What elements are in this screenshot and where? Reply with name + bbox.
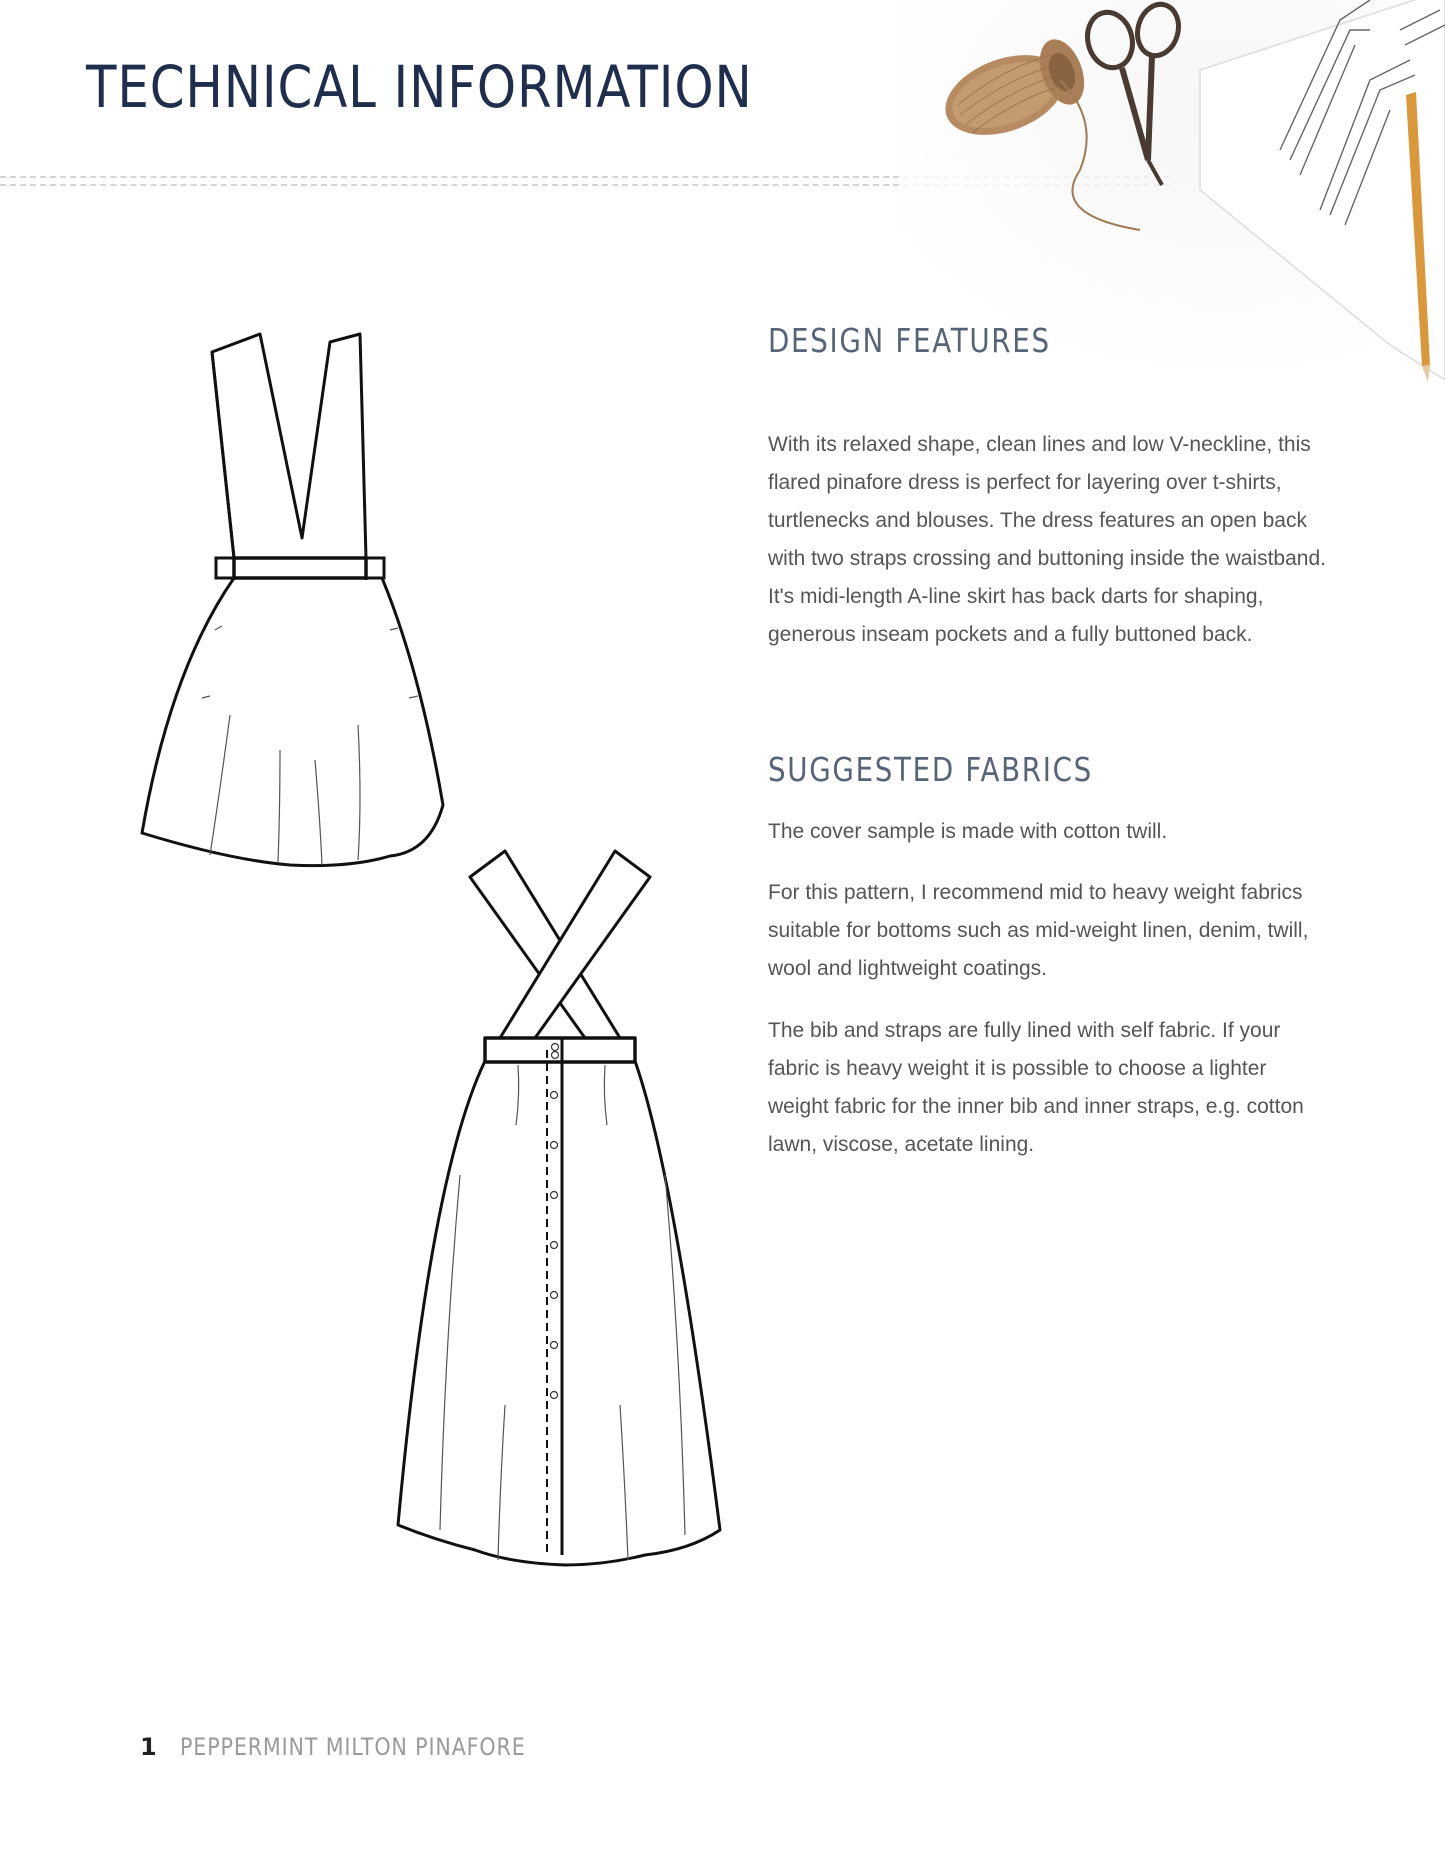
design-features-body: With its relaxed shape, clean lines and low V-neckline, this flared pinafore dress is perfect for layering over t-shirts, turtlenecks and blouses. The dress features an open back with two straps crossing and buttoning inside the waistband. It's midi-length A-line skirt has back darts for shaping, generous inseam pockets and a fully buttoned back. <box>768 433 1326 646</box>
page-title: TECHNICAL INFORMATION <box>86 53 753 121</box>
page-footer <box>140 1733 582 1761</box>
page-number: 1 <box>140 1733 158 1761</box>
footer-label: PEPPERMINT MILTON PINAFORE <box>179 1733 526 1761</box>
front-skirt <box>142 578 443 866</box>
back-skirt <box>398 1061 720 1565</box>
fabrics-paragraph-2: For this pattern, I recommend mid to heavy weight fabrics suitable for bottoms such as mid-weight linen, denim, twill, wool and lightweight coatings. <box>768 881 1309 980</box>
fabrics-paragraph-1: The cover sample is made with cotton twill. <box>768 820 1168 843</box>
suggested-fabrics-heading: SUGGESTED FABRICS <box>768 750 1093 789</box>
fabrics-paragraph-3: The bib and straps are fully lined with self fabric. If your fabric is heavy weight it is possible to choose a lighter weight fabric for the inner bib and inner straps, e.g. cotton lawn, viscose, acetate lining. <box>768 1019 1304 1156</box>
design-features-heading: DESIGN FEATURES <box>768 321 1051 360</box>
front-bib-left <box>212 334 366 558</box>
front-waistband <box>234 558 366 578</box>
back-waistband <box>485 1038 635 1062</box>
back-view-illustration <box>390 845 730 1565</box>
